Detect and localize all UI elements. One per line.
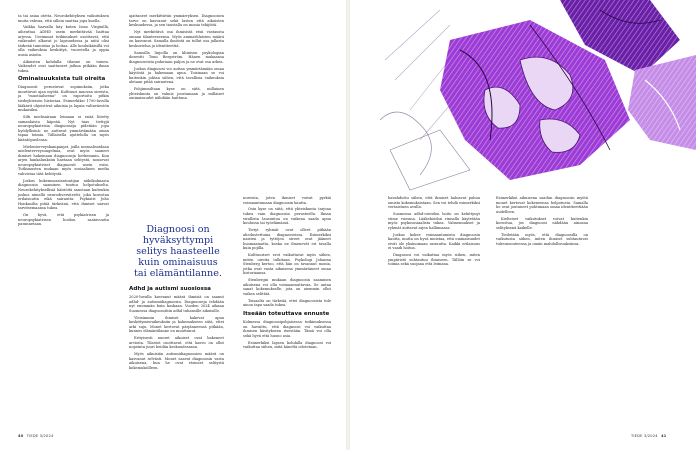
left-column-1 (18, 14, 109, 229)
paragraph: ajattaneet merkittävän ymmärryksen. Diagnoosien tarve on kasvanut sekä lasten että aikuisten keskuudessa, ja sen taustalla on monia tekijöitä. (129, 14, 224, 28)
left-column-2 (129, 14, 224, 103)
paragraph: Nyt merkittävä osa ihmisistä etsii vastausta omaan tilanteeseensa. Myös ammattilaisten määrä on kasvanut. Samalla ilmiöstä on tullut osa julkista keskustelua ja identiteettiä. (129, 30, 224, 48)
paragraph: Vaikka harvalla käy kuten Ismo Virginillä, aiheuttaa ADHD usein merkittävää haittaa arjessa. Useimmat tutkimukset osoittavat, että vaikeudet alkavat jo lapsuudessa ja niitä olisi tärkeää tunnistaa ja hoitaa. Alle kouluikäisillä voi olla vaikeuksia keskittyä, vuorotella ja oppia uusia asioita. (18, 25, 109, 57)
col1-bottom-text (18, 85, 109, 226)
paragraph: Kolmessa diagnoosipohjaisessa tutkimuksessa on havaittu, että diagnoosi voi vaikuttaa ihmisen käsitykseen itsestään. Tämä voi olla sekä hyvä että huono asia. (243, 319, 331, 338)
paragraph: havahduttu siihen, että ihmiset haluavat puhua omista kokemuksistaan. Sen voi tehdä esimerkiksi vertaistuen avulla. (388, 196, 480, 210)
left-column-2-lower (129, 283, 224, 373)
right-footer (631, 434, 669, 438)
paragraph: Suomessa adhd-oireiden hoito on kehittynyt viime vuosina. Lääkehoidon rinnalla käytetään myös psykososiaalista tukea. Valmennukset ja ryhmät auttavat arjen hallinnassa. (388, 212, 480, 230)
paragraph: 2020-luvulla kasvanut määrä ihmisiä on saanut adhd- ja autismidiagnoosin. Diagnooseja tehdään nyt enemmän kuin koskaan. Vuoden 2024 aikana Suomessa diagnosoitiin adhd tuhansille aikuisille. (129, 295, 224, 313)
right-column-3 (496, 196, 588, 249)
paragraph: Tiedetään myös, että diagnoosilla on vaikutusta siihen, miten ihmiset suhtautuvat tulevaisuuteensa ja omiin mahdollisuuksiinsa. (496, 232, 588, 246)
paragraph: Myös aikuisiän autismidiagnoosien määrä on kasvanut selvästi. Monet saavat diagnoosin vasta aikuisena, kun he ovat etsineet selitystä kokemuksilleen. (129, 352, 224, 370)
paragraph: Diagnoosit perustuvat sopimuksiin, jotka muuttuvat ajan myötä. Kulttuuri muovaa oireista, ja "muotiaiheena" on raportoitu pitkin tiedeyhteisön historiaa. Esimerkiksi 1700-luvulla lääkärit ohjeistivat aikuisia ja lapsia valtaväestön mukaisiksi. (18, 85, 109, 113)
page-number: 41 (661, 434, 667, 438)
paragraph: Kulttuuriset erot vaikuttavat myös siihen, miten oireita tulkitaan. Psykologi Johanna Stenberg kertoo, että hän on tavannut monia, jotka ovat vasta aikuisena ymmärtäneet omaa historiaansa. (243, 253, 331, 276)
section-heading: Ominaisuuksista tuli oireita (18, 76, 106, 83)
paragraph: Stenbergin mukaan diagnoosin saaminen aikuisena voi olla voimaannuttavaa. Se antaa sanat kokemukselle, jota on aiemmin ollut vaikea selittää. (243, 278, 331, 296)
col1-top-text (18, 14, 109, 73)
paragraph: Tietyt ryhmät ovat olleet pitkään aliedustettuina diagnooseissa. Esimerkiksi naisten ja tyttöjen oireet ovat jääneet huomaamatta, koska ne ilmenevät eri tavalla kuin pojilla. (243, 228, 331, 251)
paragraph: Pohjimmiltaan kyse on siitä, millainen yhteiskunta on valmis joustamaan ja millaiset ominaisuudet nähdään haittana. (129, 87, 224, 101)
paragraph: noreista, joten ihmiset voivat pyrkiä voimaantumaan diagnoosin kautta. (243, 196, 331, 205)
paragraph: Joskus kokee voimaantumista diagnoosin kautta, mutta on hyvä muistaa, että ominaisuudet eivät ole yksinomaan sairautta. Kaikki erilaisuus ei vaadi hoitoa. (388, 232, 480, 251)
paragraph: Esimerkiksi lapsen kohdalla diagnoosi voi vaikuttaa siihen, mitä häneltä odotetaan. (243, 340, 331, 350)
magazine-name: TIEDE 3/2024 (26, 434, 54, 438)
paragraph: Toisaalta on tärkeää, ettei diagnoosista tule ainoa tapa saada tukea. (243, 298, 331, 308)
section-heading: Itseään toteuttava ennuste (243, 310, 330, 317)
paragraph: Samoilla linjoilla on kliinisen psykologian dosentti Tomi Bergström. Hänen mukaansa diagnooseista puhutaan paljon ja ne ovat osa arkea. (129, 50, 224, 64)
right-column-2 (388, 196, 480, 269)
paragraph: Mielenterveyskampanjat, joilla normalisoidaan mielenterveysongelmia, ovat myös saaneet ihmiset hakemaan diagnooseja herkemmin. Kun arjen hankaluuksiin haetaan selitystä, nousevat neuropsykiatriset diagnoosit usein esiin. Tutkimusten mukaan myös sosiaalinen media vahvistaa tätä kehitystä. (18, 144, 109, 176)
paragraph: Osin kyse on siitä, että yhteiskunta tarjoaa tukea vain diagnoosin perusteella. Ilman virallista lausuntoa on vaikeaa saada apua koulussa tai työelämässä. (243, 207, 331, 226)
paragraph: ta tai asiaa otetta. Neurokehityksen vaikutuksen muita vahvaa, että silloin saattaa jopa kuolla. (18, 14, 109, 23)
col2-top-text (129, 14, 224, 101)
left-footer (18, 434, 54, 438)
paragraph: Silti mielisairaan leimaan ei enää liitetty samanlaista häpeää. Nyt taas tiettyjä neuropsykiatrisia diagnooseja pidetään jopa hyödyllisinä: ne auttavat ymmärtämään oman tapaa toimia. Tällaisella ajattelulla on myös kääntöpuolensa. (18, 115, 109, 142)
left-column-3 (243, 196, 331, 352)
paragraph: Erityisesti nuoret aikuiset ovat hakeneet arvioita. Tilastot osoittavat, että kasvu on ollut nopeinta juuri heidän keskuudessaan. (129, 336, 224, 350)
abstract-purple-hand-illustration (380, 0, 696, 195)
paragraph: Yleisimmin ihmiset hakevat apua keskittymisvaikeuksiin ja kokemukseen siitä, ettei arki suju. Monet kertovat pärjänneensä pitkään, kunnes elämäntilanne on muuttunut. (129, 315, 224, 334)
magazine-name: TIEDE 3/2024 (631, 434, 658, 438)
left-page (0, 0, 346, 450)
paragraph: On hyvä, että psykiatrisen ja neuropsykiatrisen hoidon saatavuutta parannetaan. (18, 213, 109, 227)
section-heading: Adhd ja autismi suosiossa (129, 286, 211, 292)
page-number: 40 (18, 434, 24, 438)
paragraph: Joskus kokemusasiantuntijan näkökulmasta diagnoosin saaminen tuntuu helpotukselta. Neurokehityksellisiä häiriöitä sanotaan kuitenkin joskus nimellä neurodiversiteetti, joka korostaa erilaisuutta eikä sairautta. Psykiatri Juho Honkasilta pitää tärkeänä, että ihmiset saavat tarvitsemaansa tukea. (18, 178, 109, 211)
paragraph: Aikuisten kohdalla tilanne on toinen. Vaikeudet ovat saattaneet jatkua pitkään ilman tukea. (18, 59, 109, 73)
paragraph: Kielteiset vaikutukset voivat kuitenkin korostua, jos diagnoosi nähdään ainoana selityksenä kaikelle. (496, 216, 588, 230)
pull-quote: Diagnoosi on hyväksyttympi selitys haasteelle kuin ominaisuus tai elämäntilanne. (134, 224, 222, 279)
purple-block-right (628, 55, 696, 150)
paragraph: Diagnoosi voi vaikuttaa myös siihen, miten ympäristö suhtautuu ihmiseen. Tällöin se voi toimia sekä suojana että leimana. (388, 253, 480, 267)
paragraph: Joskus diagnoosi voi auttaa ymmärtämään omaa käytöstä ja hakemaan apua. Toisinaan se voi kuitenkin johtaa siihen, että tavallisia vaikeuksia aletaan pitää sairautena. (129, 66, 224, 85)
paragraph: Esimerkiksi aikuisena saadun diagnoosin myötä monet kertovat kokeneensa helpotusta. Samalla he ovat joutuneet pohtimaan omaa identiteettiään uudelleen. (496, 196, 588, 214)
